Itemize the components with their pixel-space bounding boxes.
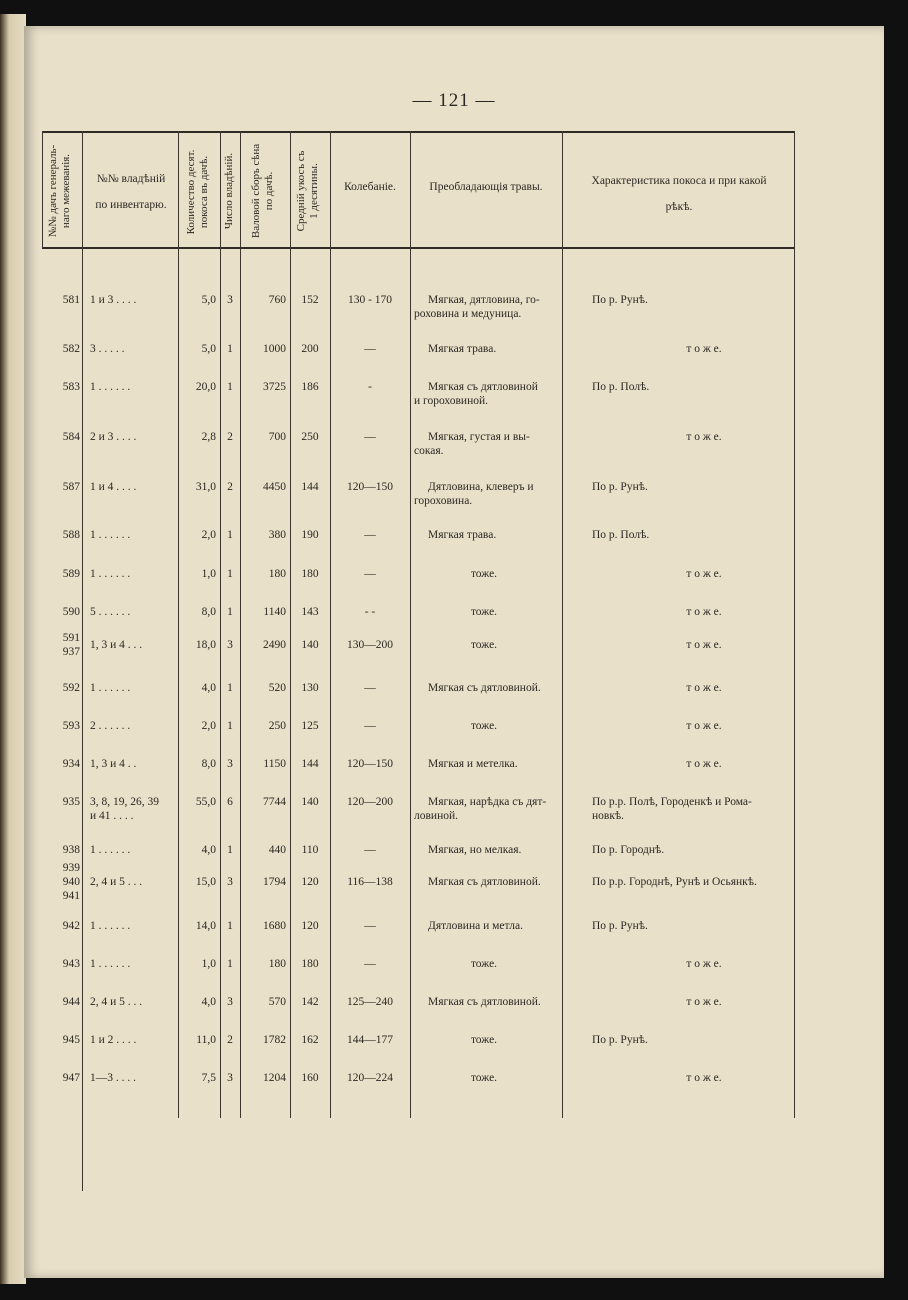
cell-valovoi: 1000: [263, 343, 286, 355]
cell-chislo: 3: [227, 758, 233, 770]
cell-chislo: 1: [227, 720, 233, 732]
cell-chislo: 3: [227, 996, 233, 1008]
cell-dacha: 945: [62, 1034, 80, 1046]
cell-dacha: 593: [62, 720, 80, 732]
cell-kharakt: т о ж е.: [686, 720, 722, 732]
cell-dacha: 943: [62, 958, 80, 970]
cell-valovoi: 380: [268, 529, 286, 541]
cell-travy: тоже.: [470, 720, 498, 732]
column-line: [178, 131, 179, 1118]
cell-koleb: -: [368, 381, 372, 393]
cell-chislo: 2: [227, 1034, 233, 1046]
cell-kharakt: По р.р. Городнѣ, Рунѣ и Осьянкѣ.: [592, 876, 757, 888]
cell-vlad: 1 и 2 . . . .: [90, 1034, 137, 1046]
cell-travy: Мягкая и метелка.: [428, 758, 518, 770]
cell-valovoi: 180: [268, 568, 286, 580]
cell-valovoi: 520: [268, 682, 286, 694]
cell-travy: тоже.: [470, 606, 498, 618]
cell-travy: Мягкая, нарѣдка съ дят- ловиной.: [414, 796, 547, 822]
cell-kol: 4,0: [201, 996, 216, 1008]
cell-dacha: 592: [62, 682, 80, 694]
cell-chislo: 1: [227, 682, 233, 694]
cell-sredniy: 200: [301, 343, 319, 355]
cell-chislo: 1: [227, 343, 233, 355]
cell-sredniy: 180: [301, 958, 319, 970]
cell-dacha: 587: [62, 481, 80, 493]
cell-sredniy: 152: [301, 294, 319, 306]
cell-vlad: 1 . . . . . .: [90, 568, 131, 580]
cell-vlad: 1 и 4 . . . .: [90, 481, 137, 493]
cell-chislo: 2: [227, 481, 233, 493]
cell-koleb: —: [364, 431, 376, 443]
cell-kol: 55,0: [195, 796, 216, 808]
cell-travy: тоже.: [470, 1072, 498, 1084]
cell-vlad: 2, 4 и 5 . . .: [90, 996, 143, 1008]
cell-kol: 4,0: [201, 844, 216, 856]
cell-koleb: 130—200: [347, 639, 393, 651]
cell-chislo: 1: [227, 844, 233, 856]
cell-kharakt: т о ж е.: [686, 343, 722, 355]
cell-kharakt: По р.р. Полѣ, Городенкѣ и Рома- новкѣ.: [592, 796, 752, 822]
cell-dacha: 582: [62, 343, 80, 355]
cell-kharakt: т о ж е.: [686, 431, 722, 443]
cell-koleb: —: [364, 958, 376, 970]
cell-valovoi: 4450: [263, 481, 286, 493]
cell-travy: Мягкая съ дятловиной.: [428, 996, 541, 1008]
cell-vlad: 2 и 3 . . . .: [90, 431, 137, 443]
cell-kharakt: По р. Городнѣ.: [592, 844, 665, 856]
cell-vlad: 2, 4 и 5 . . .: [90, 876, 143, 888]
cell-kol: 20,0: [195, 381, 216, 393]
cell-sredniy: 120: [301, 876, 319, 888]
cell-sredniy: 140: [301, 796, 319, 808]
cell-koleb: —: [364, 529, 376, 541]
cell-sredniy: 130: [301, 682, 319, 694]
cell-vlad: 1, 3 и 4 . .: [90, 758, 137, 770]
cell-kol: 5,0: [201, 294, 216, 306]
cell-travy: Дятловина, клеверъ и гороховина.: [414, 481, 534, 507]
cell-dacha: 584: [62, 431, 80, 443]
cell-valovoi: 2490: [263, 639, 286, 651]
cell-kharakt: По р. Рунѣ.: [592, 294, 648, 306]
cell-koleb: 120—150: [347, 481, 393, 493]
cell-valovoi: 250: [268, 720, 286, 732]
header-travy: Преобладающія травы.: [429, 181, 543, 193]
cell-valovoi: 1150: [263, 758, 286, 770]
cell-kharakt: По р. Рунѣ.: [592, 1034, 648, 1046]
cell-dacha: 938: [62, 844, 80, 856]
cell-kharakt: т о ж е.: [686, 606, 722, 618]
cell-vlad: 1 . . . . . .: [90, 381, 131, 393]
cell-koleb: 120—200: [347, 796, 393, 808]
cell-dacha: 590: [62, 606, 80, 618]
cell-koleb: 144—177: [347, 1034, 393, 1046]
header-dacha: №№ дачъ генераль- наго межеванія.: [47, 144, 72, 238]
header-valovoi: Валовой сборъ сѣна по дачѣ.: [250, 143, 275, 239]
cell-koleb: 120—224: [347, 1072, 393, 1084]
cell-valovoi: 1680: [263, 920, 286, 932]
cell-valovoi: 1140: [263, 606, 286, 618]
cell-travy: Мягкая, дятловина, го- роховина и медуница.: [414, 294, 540, 320]
page-number: — 121 —: [412, 90, 496, 111]
header-rule: [42, 247, 794, 249]
cell-kharakt: т о ж е.: [686, 639, 722, 651]
cell-dacha: 934: [62, 758, 80, 770]
cell-valovoi: 1204: [263, 1072, 286, 1084]
cell-vlad: 2 . . . . . .: [90, 720, 131, 732]
cell-dacha: 947: [62, 1072, 80, 1084]
cell-kol: 11,0: [196, 1034, 216, 1046]
cell-kharakt: т о ж е.: [686, 568, 722, 580]
cell-dacha: 939 940 941: [62, 862, 80, 902]
cell-valovoi: 760: [268, 294, 286, 306]
cell-koleb: 130 - 170: [347, 294, 393, 306]
cell-kol: 5,0: [201, 343, 216, 355]
cell-vlad: 1 . . . . . .: [90, 682, 131, 694]
cell-kol: 1,0: [201, 568, 216, 580]
cell-travy: тоже.: [470, 1034, 498, 1046]
cell-valovoi: 700: [268, 431, 286, 443]
cell-sredniy: 143: [301, 606, 319, 618]
cell-travy: Мягкая съ дятловиной.: [428, 682, 541, 694]
cell-chislo: 6: [227, 796, 233, 808]
document-page: [24, 26, 884, 1278]
cell-sredniy: 140: [301, 639, 319, 651]
cell-travy: Мягкая трава.: [428, 529, 497, 541]
left-page-edge: [0, 14, 26, 1284]
cell-kol: 2,8: [201, 431, 216, 443]
cell-koleb: —: [364, 343, 376, 355]
cell-chislo: 1: [227, 606, 233, 618]
cell-vlad: 5 . . . . . .: [90, 606, 131, 618]
cell-koleb: 125—240: [347, 996, 393, 1008]
column-line: [562, 131, 563, 1118]
cell-koleb: —: [364, 720, 376, 732]
cell-kharakt: т о ж е.: [686, 958, 722, 970]
cell-valovoi: 3725: [263, 381, 286, 393]
cell-chislo: 3: [227, 639, 233, 651]
cell-sredniy: 250: [301, 431, 319, 443]
cell-kharakt: По р. Рунѣ.: [592, 920, 648, 932]
cell-kol: 8,0: [201, 606, 216, 618]
cell-kharakt: По р. Полѣ.: [592, 529, 650, 541]
cell-chislo: 1: [227, 920, 233, 932]
cell-chislo: 1: [227, 958, 233, 970]
cell-travy: Мягкая, но мелкая.: [428, 844, 522, 856]
cell-sredniy: 142: [301, 996, 319, 1008]
cell-kharakt: т о ж е.: [686, 1072, 722, 1084]
cell-chislo: 3: [227, 294, 233, 306]
cell-valovoi: 1794: [263, 876, 286, 888]
cell-vlad: 1 . . . . . .: [90, 958, 131, 970]
cell-dacha: 583: [62, 381, 80, 393]
cell-vlad: 3, 8, 19, 26, 39 и 41 . . . .: [90, 796, 159, 822]
cell-sredniy: 110: [301, 844, 319, 856]
cell-kharakt: т о ж е.: [686, 682, 722, 694]
cell-kol: 1,0: [201, 958, 216, 970]
cell-chislo: 1: [227, 381, 233, 393]
cell-chislo: 1: [227, 529, 233, 541]
cell-travy: Мягкая трава.: [428, 343, 497, 355]
cell-sredniy: 125: [301, 720, 319, 732]
cell-dacha: 935: [62, 796, 80, 808]
cell-dacha: 942: [62, 920, 80, 932]
cell-chislo: 1: [227, 568, 233, 580]
header-sredniy: Средній укосъ съ 1 десятины.: [295, 150, 320, 232]
cell-sredniy: 144: [301, 758, 319, 770]
cell-kharakt: т о ж е.: [686, 996, 722, 1008]
cell-sredniy: 120: [301, 920, 319, 932]
cell-kol: 2,0: [201, 720, 216, 732]
cell-kol: 7,5: [201, 1072, 216, 1084]
cell-travy: Мягкая, густая и вы- сокая.: [414, 431, 530, 457]
cell-dacha: 581: [62, 294, 80, 306]
cell-sredniy: 190: [301, 529, 319, 541]
cell-travy: Дятловина и метла.: [428, 920, 523, 932]
cell-kharakt: По р. Рунѣ.: [592, 481, 648, 493]
cell-sredniy: 144: [301, 481, 319, 493]
header-kolichestvo: Количество десят. покоса въ дачѣ.: [185, 149, 210, 235]
cell-travy: тоже.: [470, 639, 498, 651]
cell-koleb: 116—138: [347, 876, 393, 888]
column-line: [410, 131, 411, 1118]
cell-vlad: 1 . . . . . .: [90, 844, 131, 856]
cell-kharakt: По р. Полѣ.: [592, 381, 650, 393]
cell-koleb: 120—150: [347, 758, 393, 770]
cell-koleb: —: [364, 682, 376, 694]
cell-kharakt: т о ж е.: [686, 758, 722, 770]
cell-sredniy: 186: [301, 381, 319, 393]
cell-koleb: —: [364, 844, 376, 856]
cell-valovoi: 570: [268, 996, 286, 1008]
column-line: [82, 131, 83, 1191]
cell-dacha: 591 937: [62, 632, 80, 658]
cell-valovoi: 7744: [263, 796, 286, 808]
header-chislo: Число владѣній.: [223, 152, 235, 230]
cell-chislo: 3: [227, 1072, 233, 1084]
cell-kol: 4,0: [201, 682, 216, 694]
header-kolebanie: Колебаніе.: [344, 181, 396, 193]
cell-koleb: —: [364, 568, 376, 580]
top-rule: [42, 131, 794, 133]
header-kharakteristika: Характеристика покоса и при какой рѣкѣ.: [591, 175, 767, 213]
cell-vlad: 1, 3 и 4 . . .: [90, 639, 143, 651]
cell-kol: 8,0: [201, 758, 216, 770]
cell-travy: тоже.: [470, 568, 498, 580]
cell-kol: 14,0: [195, 920, 216, 932]
cell-travy: Мягкая съ дятловиной и гороховиной.: [414, 381, 538, 407]
column-line: [42, 131, 43, 249]
cell-dacha: 944: [62, 996, 80, 1008]
column-line: [794, 131, 795, 1118]
cell-kol: 31,0: [195, 481, 216, 493]
cell-vlad: 1—3 . . . .: [90, 1072, 136, 1084]
cell-kol: 2,0: [201, 529, 216, 541]
cell-sredniy: 160: [301, 1072, 319, 1084]
cell-valovoi: 180: [268, 958, 286, 970]
cell-vlad: 3 . . . . .: [90, 343, 125, 355]
cell-koleb: - -: [364, 606, 376, 618]
cell-chislo: 3: [227, 876, 233, 888]
cell-dacha: 589: [62, 568, 80, 580]
cell-koleb: —: [364, 920, 376, 932]
cell-valovoi: 440: [268, 844, 286, 856]
cell-vlad: 1 . . . . . .: [90, 529, 131, 541]
cell-sredniy: 162: [301, 1034, 319, 1046]
cell-vlad: 1 и 3 . . . .: [90, 294, 137, 306]
cell-sredniy: 180: [301, 568, 319, 580]
cell-kol: 18,0: [195, 639, 216, 651]
header-vladenii: №№ владѣній по инвентарю.: [95, 173, 167, 211]
cell-travy: Мягкая съ дятловиной.: [428, 876, 541, 888]
cell-chislo: 2: [227, 431, 233, 443]
cell-kol: 15,0: [195, 876, 216, 888]
cell-vlad: 1 . . . . . .: [90, 920, 131, 932]
cell-dacha: 588: [62, 529, 80, 541]
cell-valovoi: 1782: [263, 1034, 286, 1046]
cell-travy: тоже.: [470, 958, 498, 970]
